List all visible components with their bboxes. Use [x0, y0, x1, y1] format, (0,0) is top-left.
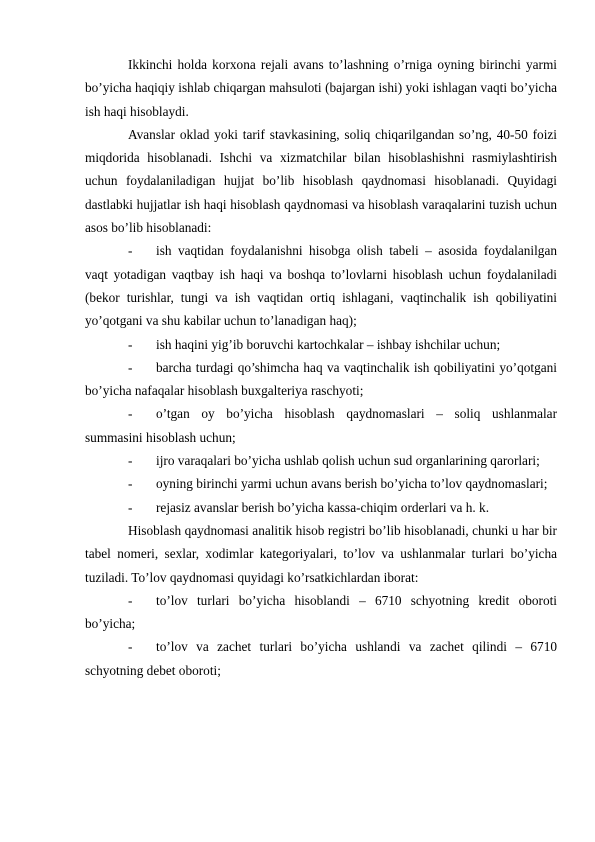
- list-dash: -: [128, 406, 133, 422]
- list-dash: -: [128, 453, 133, 469]
- list-item: [85, 402, 557, 449]
- list-item: [85, 589, 557, 636]
- paragraph: Avanslar oklad yoki tarif stavkasining, soliq chiqarilgandan so’ng, 40-50 foizi miqdorida hisoblanadi. Ishchi va xizmatchilar bilan hisoblashishni rasmiylashtirish uchun foydalaniladigan hujjat bo’lib hisoblash qaydnomasi hisoblanadi. Quyidagi dastlabki hujjatlar ish haqi hisoblash qaydnomasi va hisoblash varaqalarini tuzish uchun asos bo’lib hisoblanadi:: [85, 126, 557, 236]
- list-item: [85, 635, 557, 682]
- list-item: [85, 496, 557, 519]
- list-item-text: ish haqini yig’ib boruvchi kartochkalar – ishbay ishchilar uchun;: [156, 336, 501, 352]
- list-item-text: ijro varaqalari bo’yicha ushlab qolish uchun sud organlarining qarorlari;: [156, 453, 540, 469]
- list-dash: -: [128, 592, 133, 608]
- document-page: [85, 53, 557, 682]
- list-item: [85, 356, 557, 403]
- list-dash: -: [128, 639, 133, 655]
- list-item-text: to’lov turlari bo’yicha hisoblandi – 6710 schyotning kredit oboroti bo’yicha;: [85, 592, 557, 632]
- list-item-text: oyning birinchi yarmi uchun avans berish bo’yicha to’lov qaydnomaslari;: [156, 476, 548, 492]
- list-item-text: ish vaqtidan foydalanishni hisobga olish tabeli – asosida foydalanilgan vaqt yotadigan vaqtbay ish haqi va boshqa to’lovlarni hisoblash uchun foydalaniladi (bekor turishlar, tungi va ish vaqtidan ortiq ishlagani, vaqtinchalik ish qobiliyatini yo’qotgani va shu kabilar uchun to’lanadigan haq);: [85, 243, 557, 329]
- paragraph: Ikkinchi holda korxona rejali avans to’lashning o’rniga oyning birinchi yarmi bo’yicha haqiqiy ishlab chiqargan mahsuloti (bajargan ishi) yoki ishlagan vaqti bo’yicha ish haqi hisoblaydi.: [85, 57, 557, 119]
- list-item: [85, 239, 557, 332]
- list-item: [85, 333, 557, 356]
- list-dash: -: [128, 243, 133, 259]
- list-dash: -: [128, 336, 133, 352]
- list-dash: -: [128, 359, 133, 375]
- list-item-text: barcha turdagi qo’shimcha haq va vaqtinchalik ish qobiliyatini yo’qotgani bo’yicha nafaqalar hisoblash buxgalteriya raschyoti;: [85, 359, 557, 399]
- list-item-text: to’lov va zachet turlari bo’yicha ushlandi va zachet qilindi – 6710 schyotning debet oboroti;: [85, 639, 557, 678]
- list-dash: -: [128, 499, 133, 515]
- list-dash: -: [128, 476, 133, 492]
- list-item-text: o’tgan oy bo’yicha hisoblash qaydnomaslari – soliq ushlanmalar summasini hisoblash uchun;: [85, 406, 557, 445]
- list-item: [85, 449, 557, 472]
- list-item: [85, 472, 557, 495]
- list-item-text: rejasiz avanslar berish bo’yicha kassa-chiqim orderlari va h. k.: [156, 499, 490, 515]
- paragraph: Hisoblash qaydnomasi analitik hisob registri bo’lib hisoblanadi, chunki u har bir tabel nomeri, sexlar, xodimlar kategoriyalari, to’lov va ushlanmalar turlari bo’yicha tuziladi. To’lov qaydnomasi quyidagi ko’rsatkichlardan iborat:: [85, 522, 557, 585]
